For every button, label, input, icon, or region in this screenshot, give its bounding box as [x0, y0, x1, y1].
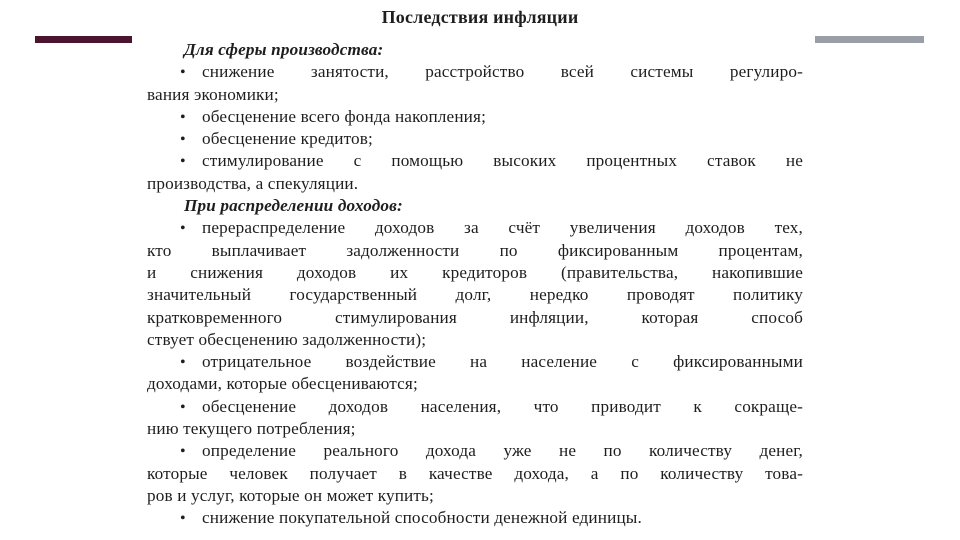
bullet-item-continuation: [147, 284, 803, 306]
bullet-item-continuation: [147, 329, 803, 351]
bullet-item-continuation: [147, 418, 803, 440]
right-accent-bar: [815, 36, 924, 43]
bullet-item-continuation: [147, 173, 803, 195]
bullet-item-continuation: [147, 84, 803, 106]
bullet-item: [147, 150, 803, 172]
item-text: ров и услуг, которые он может купить;: [147, 485, 434, 505]
item-text: которые человек получает в качестве дохода, а по количеству това-: [147, 463, 803, 483]
document-body: [147, 39, 803, 530]
item-text: вания экономики;: [147, 84, 279, 104]
item-text: снижение занятости, расстройство всей системы регулиро-: [202, 62, 803, 82]
item-text: ствует обесценению задолженности);: [147, 329, 427, 349]
section-heading: При распределении доходов:: [184, 196, 403, 216]
bullet-item: [147, 128, 803, 150]
item-text: обесценение доходов населения, что приводит к сокраще-: [202, 396, 803, 416]
bullet-item: [147, 61, 803, 83]
page-title: Последствия инфляции: [381, 7, 579, 27]
item-text: отрицательное воздействие на население с фиксированными: [202, 352, 803, 372]
bullet-icon: •: [180, 398, 186, 416]
bullet-item: [147, 217, 803, 239]
bullet-item-continuation: [147, 262, 803, 284]
bullet-icon: •: [180, 131, 186, 149]
bullet-item-continuation: [147, 463, 803, 485]
bullet-icon: •: [180, 443, 186, 461]
bullet-icon: •: [180, 153, 186, 171]
bullet-item: [147, 106, 803, 128]
item-text: обесценение всего фонда накопления;: [202, 106, 486, 126]
bullet-icon: •: [180, 510, 186, 528]
item-text: значительный государственный долг, нередко проводят политику: [147, 285, 803, 305]
item-text: доходами, которые обесцениваются;: [147, 374, 418, 394]
item-text: определение реального дохода уже не по количеству денег,: [202, 441, 803, 461]
bullet-item: [147, 440, 803, 462]
left-accent-bar: [35, 36, 132, 43]
item-text: кто выплачивает задолженности по фиксированным процентам,: [147, 240, 803, 260]
section-heading: Для сферы производства:: [184, 40, 384, 59]
item-text: и снижения доходов их кредиторов (правительства, накопившие: [147, 262, 803, 282]
item-text: обесценение кредитов;: [202, 129, 373, 149]
bullet-item-continuation: [147, 307, 803, 329]
bullet-item-continuation: [147, 485, 803, 507]
item-text: производства, а спекуляции.: [147, 173, 359, 193]
item-text: нию текущего потребления;: [147, 419, 356, 439]
bullet-item: [147, 396, 803, 418]
bullet-icon: •: [180, 108, 186, 126]
bullet-icon: •: [180, 354, 186, 372]
bullet-item: [147, 351, 803, 373]
item-text: кратковременного стимулирования инфляции, которая способ: [147, 307, 803, 327]
item-text: снижение покупательной способности денежной единицы.: [202, 508, 642, 528]
bullet-item: [147, 507, 803, 529]
bullet-icon: •: [180, 220, 186, 238]
item-text: перераспределение доходов за счёт увеличения доходов тех,: [202, 218, 803, 238]
bullet-item-continuation: [147, 373, 803, 395]
item-text: стимулирование с помощью высоких процентных ставок не: [202, 151, 803, 171]
bullet-item-continuation: [147, 240, 803, 262]
bullet-icon: •: [180, 64, 186, 82]
